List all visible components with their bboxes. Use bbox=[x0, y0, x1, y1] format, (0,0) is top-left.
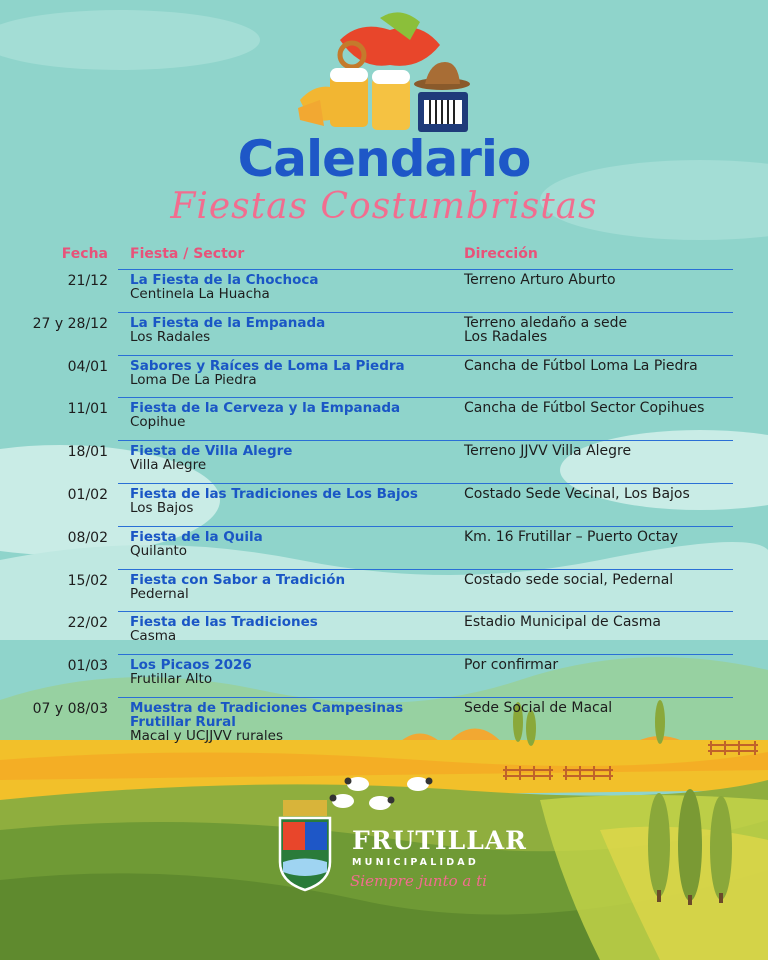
event-sector: Villa Alegre bbox=[130, 457, 207, 474]
table-row bbox=[0, 697, 768, 744]
event-address: Costado Sede Vecinal, Los Bajos bbox=[464, 486, 690, 502]
event-sector: Copihue bbox=[130, 414, 186, 431]
event-fiesta bbox=[130, 658, 460, 686]
event-date: 01/02 bbox=[67, 487, 108, 503]
event-name: Los Picaos 2026 bbox=[130, 657, 252, 674]
event-name: Fiesta de las Tradiciones bbox=[130, 614, 318, 631]
event-address: Por confirmar bbox=[464, 657, 559, 674]
event-date: 01/03 bbox=[67, 658, 108, 675]
event-name: La Fiesta de la Empanada bbox=[130, 314, 326, 331]
event-fiesta bbox=[130, 487, 460, 515]
event-fiesta bbox=[130, 701, 460, 743]
event-fiesta bbox=[130, 273, 460, 301]
page-subtitle: Fiestas Costumbristas bbox=[170, 186, 598, 227]
row-divider bbox=[118, 440, 733, 441]
header-address: Dirección bbox=[464, 246, 538, 262]
logo-name: FRUTILLAR bbox=[352, 826, 527, 855]
header-fiesta: Fiesta / Sector bbox=[130, 246, 245, 262]
event-fiesta bbox=[130, 573, 460, 601]
row-divider bbox=[118, 526, 733, 527]
event-name: Fiesta de la Quila bbox=[130, 528, 263, 545]
table-row bbox=[0, 654, 768, 696]
logo-subtitle: MUNICIPALIDAD bbox=[352, 857, 479, 868]
event-fiesta bbox=[130, 316, 460, 344]
event-fiesta bbox=[130, 615, 460, 643]
event-sector: Centinela La Huacha bbox=[130, 286, 270, 302]
event-name: Fiesta de Villa Alegre bbox=[130, 443, 293, 460]
row-divider bbox=[118, 483, 733, 484]
event-address: Costado sede social, Pedernal bbox=[464, 571, 674, 588]
event-sector: Los Bajos bbox=[130, 500, 194, 516]
event-sector: Casma bbox=[130, 628, 177, 645]
event-date: 07 y 08/03 bbox=[32, 701, 108, 717]
event-address: Cancha de Fútbol Loma La Piedra bbox=[464, 357, 698, 374]
event-sector: Loma De La Piedra bbox=[130, 371, 257, 388]
row-divider bbox=[118, 654, 733, 655]
table-row bbox=[0, 312, 768, 354]
event-date: 04/01 bbox=[67, 358, 108, 375]
event-date: 08/02 bbox=[67, 529, 108, 546]
event-fiesta bbox=[130, 530, 460, 558]
event-sector: Quilanto bbox=[130, 542, 188, 559]
row-divider bbox=[118, 355, 733, 356]
event-name: La Fiesta de la Chochoca bbox=[130, 272, 319, 288]
row-divider bbox=[118, 312, 733, 313]
event-address: Terreno Arturo Aburto bbox=[464, 272, 616, 288]
table-row bbox=[0, 440, 768, 482]
event-address: Terreno JJVV Villa Alegre bbox=[464, 443, 632, 460]
row-divider bbox=[118, 397, 733, 398]
event-date: 27 y 28/12 bbox=[32, 315, 108, 332]
event-fiesta bbox=[130, 444, 460, 472]
event-date: 21/12 bbox=[67, 273, 108, 289]
logo-slogan: Siempre junto a ti bbox=[350, 872, 487, 890]
table-row bbox=[0, 397, 768, 439]
page-title: Calendario bbox=[237, 130, 531, 188]
event-fiesta bbox=[130, 401, 460, 429]
table-row bbox=[0, 269, 768, 311]
event-date: 15/02 bbox=[67, 572, 108, 589]
event-sector: Pedernal bbox=[130, 585, 189, 602]
event-address: Km. 16 Frutillar – Puerto Octay bbox=[464, 528, 679, 545]
event-address: Sede Social de Macal bbox=[464, 700, 613, 716]
table-row bbox=[0, 569, 768, 611]
event-name: Fiesta de la Cerveza y la Empanada bbox=[130, 400, 401, 417]
event-sector: Los Radales bbox=[130, 328, 211, 345]
header-date: Fecha bbox=[61, 246, 108, 262]
event-sector: Macal y UCJJVV rurales bbox=[130, 728, 283, 744]
event-name: Sabores y Raíces de Loma La Piedra bbox=[130, 357, 405, 374]
row-divider bbox=[118, 611, 733, 612]
table-row bbox=[0, 355, 768, 397]
event-date: 22/02 bbox=[67, 615, 108, 632]
row-divider bbox=[118, 569, 733, 570]
event-address: Estadio Municipal de Casma bbox=[464, 614, 661, 631]
event-address: Cancha de Fútbol Sector Copihues bbox=[464, 400, 705, 417]
event-name: Fiesta de las Tradiciones de Los Bajos bbox=[130, 486, 418, 502]
event-date: 18/01 bbox=[67, 444, 108, 461]
event-name: Fiesta con Sabor a Tradición bbox=[130, 571, 346, 588]
row-divider bbox=[118, 269, 733, 270]
event-name: Muestra de Tradiciones Campesinas Frutillar Rural bbox=[130, 700, 404, 730]
table-row bbox=[0, 526, 768, 568]
event-sector: Frutillar Alto bbox=[130, 671, 213, 688]
row-divider bbox=[118, 697, 733, 698]
event-address: Terreno aledaño a sede Los Radales bbox=[464, 314, 628, 345]
table-row bbox=[0, 611, 768, 653]
table-row bbox=[0, 483, 768, 525]
event-fiesta bbox=[130, 359, 460, 387]
event-date: 11/01 bbox=[67, 401, 108, 418]
